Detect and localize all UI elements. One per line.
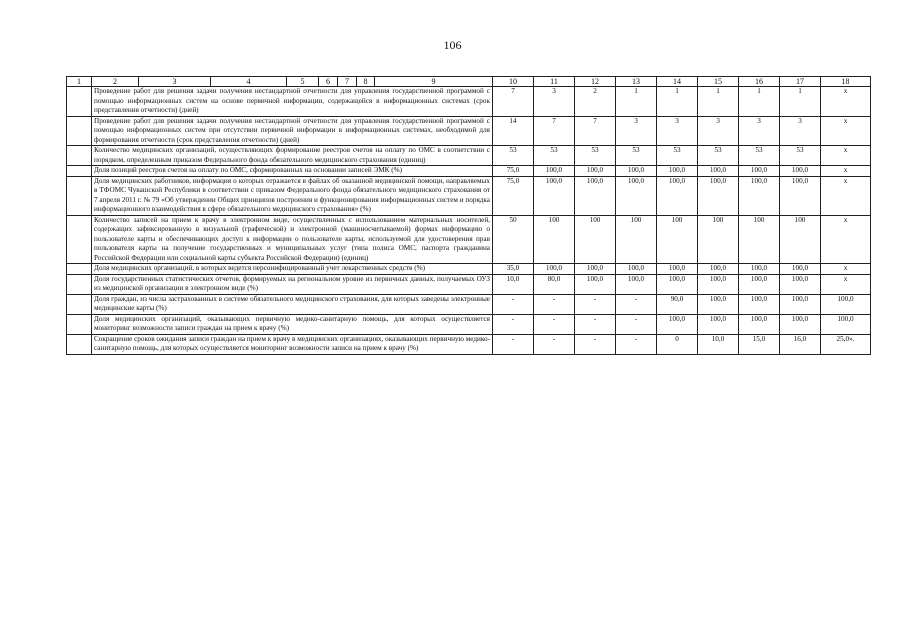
indicator-value: 100,0 bbox=[616, 264, 657, 275]
column-number: 12 bbox=[575, 77, 616, 87]
table-row bbox=[67, 264, 871, 275]
indicator-value: х bbox=[821, 215, 871, 264]
indicator-value: - bbox=[575, 314, 616, 334]
indicator-value: 100,0 bbox=[698, 264, 739, 275]
page-number: 106 bbox=[443, 38, 462, 52]
indicator-value: 53 bbox=[780, 146, 821, 166]
indicator-value: - bbox=[534, 314, 575, 334]
indicator-value: 100,0 bbox=[616, 274, 657, 294]
indicator-value: 100,0 bbox=[698, 294, 739, 314]
indicator-value: 100,0 bbox=[657, 314, 698, 334]
indicator-value: 7 bbox=[575, 116, 616, 146]
indicator-value: 75,0 bbox=[493, 166, 534, 177]
indicator-value: х bbox=[821, 166, 871, 177]
indicator-value: 100,0 bbox=[739, 274, 780, 294]
indicator-value: 3 bbox=[616, 116, 657, 146]
indicator-value: 90,0 bbox=[657, 294, 698, 314]
indicator-value: - bbox=[493, 294, 534, 314]
indicator-value: 25,0». bbox=[821, 334, 871, 354]
indicator-description: Доля государственных статистических отчетов, формируемых на региональном уровне из первичных данных, получаемых ОУЗ из медицинской организации в электронном виде (%) bbox=[92, 274, 493, 294]
table-row bbox=[67, 87, 871, 117]
column-number: 7 bbox=[338, 77, 357, 87]
column-number: 5 bbox=[287, 77, 319, 87]
indicator-value: 100 bbox=[657, 215, 698, 264]
indicator-value: 53 bbox=[534, 146, 575, 166]
table-row bbox=[67, 176, 871, 215]
indicator-value: 100,0 bbox=[616, 166, 657, 177]
indicator-value: 100,0 bbox=[739, 294, 780, 314]
indicator-value: 100 bbox=[575, 215, 616, 264]
empty-cell bbox=[67, 314, 92, 334]
indicator-value: 16,0 bbox=[780, 334, 821, 354]
indicator-value: 100 bbox=[698, 215, 739, 264]
indicator-value: х bbox=[821, 87, 871, 117]
column-number: 17 bbox=[780, 77, 821, 87]
indicator-value: х bbox=[821, 274, 871, 294]
indicator-value: 53 bbox=[493, 146, 534, 166]
indicator-value: 2 bbox=[575, 87, 616, 117]
column-number: 1 bbox=[67, 77, 92, 87]
indicator-value: 100,0 bbox=[575, 176, 616, 215]
indicator-value: 15,0 bbox=[739, 334, 780, 354]
indicator-value: 10,0 bbox=[493, 274, 534, 294]
empty-cell bbox=[67, 176, 92, 215]
column-number: 18 bbox=[821, 77, 871, 87]
indicator-value: 100 bbox=[534, 215, 575, 264]
indicator-value: х bbox=[821, 176, 871, 215]
column-number: 6 bbox=[319, 77, 338, 87]
column-number: 15 bbox=[698, 77, 739, 87]
indicator-value: 1 bbox=[739, 87, 780, 117]
indicator-value: 53 bbox=[657, 146, 698, 166]
indicator-value: 10,0 bbox=[698, 334, 739, 354]
indicator-description: Проведение работ для решения задачи получения нестандартной отчетности для управления государственной программой с помощью информационных систем при отсутствии первичной информации в информационных системах, необходимой для формирования отчетности (срок представления отчетности) (дней) bbox=[92, 116, 493, 146]
indicator-value: 100,0 bbox=[657, 166, 698, 177]
indicator-description: Доля позиций реестров счетов на оплату по ОМС, сформированных на основании записей ЭМК (%) bbox=[92, 166, 493, 177]
empty-cell bbox=[67, 215, 92, 264]
indicator-value: 100,0 bbox=[780, 166, 821, 177]
indicator-description: Доля медицинских организаций, в которых ведется персонифицированный учет лекарственных средств (%) bbox=[92, 264, 493, 275]
table-row bbox=[67, 294, 871, 314]
indicator-value: 100,0 bbox=[657, 274, 698, 294]
table-row bbox=[67, 274, 871, 294]
table-row bbox=[67, 166, 871, 177]
indicator-value: 100,0 bbox=[739, 176, 780, 215]
indicator-value: 3 bbox=[739, 116, 780, 146]
indicator-value: 3 bbox=[780, 116, 821, 146]
indicator-value: 100,0 bbox=[780, 294, 821, 314]
indicator-value: - bbox=[534, 334, 575, 354]
column-number-row bbox=[67, 77, 871, 87]
indicator-value: 100,0 bbox=[698, 176, 739, 215]
indicator-value: 100,0 bbox=[739, 314, 780, 334]
indicator-value: 0 bbox=[657, 334, 698, 354]
indicator-value: - bbox=[575, 294, 616, 314]
column-number: 14 bbox=[657, 77, 698, 87]
indicator-value: 100,0 bbox=[821, 294, 871, 314]
indicator-value: 14 bbox=[493, 116, 534, 146]
indicator-value: х bbox=[821, 264, 871, 275]
table-row bbox=[67, 116, 871, 146]
indicator-value: 100,0 bbox=[739, 166, 780, 177]
indicator-description: Количество записей на прием к врачу в электронном виде, осуществленных с использованием материальных носителей, содержащих зафиксированную в визуальной (графической) и электронной (машиносчитываемой) формах информацию о пользователе карты и обеспечивающих доступ к информации о пользователе карты, используемой для удостоверения прав пользователя карты на получение государственных и муниципальных услуг (типа полиса ОМС, паспорта гражданина Российской Федерации или социальной карты субъекта Российской Федерации) (единиц) bbox=[92, 215, 493, 264]
indicator-value: х bbox=[821, 116, 871, 146]
indicator-value: 53 bbox=[616, 146, 657, 166]
empty-cell bbox=[67, 264, 92, 275]
indicator-value: 100,0 bbox=[780, 274, 821, 294]
indicator-value: 1 bbox=[616, 87, 657, 117]
table-row bbox=[67, 334, 871, 354]
indicator-value: 3 bbox=[657, 116, 698, 146]
indicator-value: 1 bbox=[780, 87, 821, 117]
indicator-value: 100 bbox=[739, 215, 780, 264]
empty-cell bbox=[67, 166, 92, 177]
indicator-description: Сокращение сроков ожидания записи граждан на прием к врачу в медицинских организациях, оказывающих первичную медико-санитарную помощь, для которых осуществляется мониторинг возможности записи на прием к врачу (%) bbox=[92, 334, 493, 354]
indicator-value: 100,0 bbox=[534, 264, 575, 275]
indicator-value: 80,0 bbox=[534, 274, 575, 294]
column-number: 8 bbox=[357, 77, 375, 87]
indicator-value: 50 bbox=[493, 215, 534, 264]
indicator-value: 100,0 bbox=[657, 176, 698, 215]
indicator-value: 53 bbox=[739, 146, 780, 166]
empty-cell bbox=[67, 116, 92, 146]
column-number: 4 bbox=[211, 77, 287, 87]
indicator-value: 53 bbox=[698, 146, 739, 166]
indicator-value: - bbox=[575, 334, 616, 354]
indicator-value: 100,0 bbox=[821, 314, 871, 334]
indicator-value: 1 bbox=[657, 87, 698, 117]
indicator-value: 100,0 bbox=[698, 166, 739, 177]
indicator-value: 7 bbox=[534, 116, 575, 146]
indicator-value: 1 bbox=[698, 87, 739, 117]
indicator-value: 100,0 bbox=[780, 176, 821, 215]
indicator-value: - bbox=[616, 294, 657, 314]
indicator-value: 75,0 bbox=[493, 176, 534, 215]
indicator-value: 100,0 bbox=[657, 264, 698, 275]
empty-cell bbox=[67, 146, 92, 166]
table-body bbox=[67, 77, 871, 355]
indicator-value: 100,0 bbox=[616, 176, 657, 215]
indicator-description: Количество медицинских организаций, осуществляющих формирование реестров счетов на оплату по ОМС в соответствии с порядком, определенным приказом Федерального фонда обязательного медицинского страхования (единиц) bbox=[92, 146, 493, 166]
table-row bbox=[67, 314, 871, 334]
indicator-value: - bbox=[616, 334, 657, 354]
indicator-value: - bbox=[534, 294, 575, 314]
empty-cell bbox=[67, 87, 92, 117]
table-row bbox=[67, 146, 871, 166]
indicator-description: Доля медицинских организаций, оказывающих первичную медико-санитарную помощь, для которых осуществляется мониторинг возможности записи граждан на прием к врачу (%) bbox=[92, 314, 493, 334]
indicator-value: 100,0 bbox=[780, 314, 821, 334]
column-number: 2 bbox=[92, 77, 139, 87]
indicator-description: Доля граждан, из числа застрахованных в системе обязательного медицинского страхования, для которых заведены электронные медицинские карты (%) bbox=[92, 294, 493, 314]
column-number: 13 bbox=[616, 77, 657, 87]
empty-cell bbox=[67, 274, 92, 294]
indicator-table bbox=[66, 76, 871, 355]
table-row bbox=[67, 215, 871, 264]
indicator-value: - bbox=[493, 334, 534, 354]
indicator-value: 100 bbox=[780, 215, 821, 264]
indicator-value: 100,0 bbox=[575, 264, 616, 275]
indicator-value: 3 bbox=[534, 87, 575, 117]
indicator-value: - bbox=[616, 314, 657, 334]
indicator-value: 7 bbox=[493, 87, 534, 117]
column-number: 11 bbox=[534, 77, 575, 87]
column-number: 3 bbox=[139, 77, 211, 87]
indicator-value: 100,0 bbox=[534, 166, 575, 177]
indicator-value: 100,0 bbox=[575, 274, 616, 294]
indicator-value: 100,0 bbox=[698, 274, 739, 294]
column-number: 9 bbox=[375, 77, 493, 87]
empty-cell bbox=[67, 294, 92, 314]
indicator-value: 100,0 bbox=[780, 264, 821, 275]
indicator-value: 100 bbox=[616, 215, 657, 264]
indicator-value: 53 bbox=[575, 146, 616, 166]
indicator-description: Проведение работ для решения задачи получения нестандартной отчетности для управления государственной программой с помощью информационных систем на основе первичной информации, содержащейся в информационных системах (срок представления отчетности) (дней) bbox=[92, 87, 493, 117]
indicator-value: 35,0 bbox=[493, 264, 534, 275]
indicator-value: - bbox=[493, 314, 534, 334]
indicator-value: 100,0 bbox=[534, 176, 575, 215]
empty-cell bbox=[67, 334, 92, 354]
indicator-value: 3 bbox=[698, 116, 739, 146]
indicator-value: 100,0 bbox=[698, 314, 739, 334]
indicator-value: 100,0 bbox=[739, 264, 780, 275]
indicator-value: х bbox=[821, 146, 871, 166]
column-number: 10 bbox=[493, 77, 534, 87]
indicator-value: 100,0 bbox=[575, 166, 616, 177]
column-number: 16 bbox=[739, 77, 780, 87]
indicator-description: Доля медицинских работников, информация о которых отражается в файлах об оказанной медицинской помощи, направляемых в ТФОМС Чувашской Республики в соответствии с приказом Федерального фонда обязательного медицинского страхования от 7 апреля 2011 г. № 79 «Об утверждении Общих принципов построения и функционирования информационных систем и порядка информационного взаимодействия в сфере обязательного медицинского страхования» (%) bbox=[92, 176, 493, 215]
